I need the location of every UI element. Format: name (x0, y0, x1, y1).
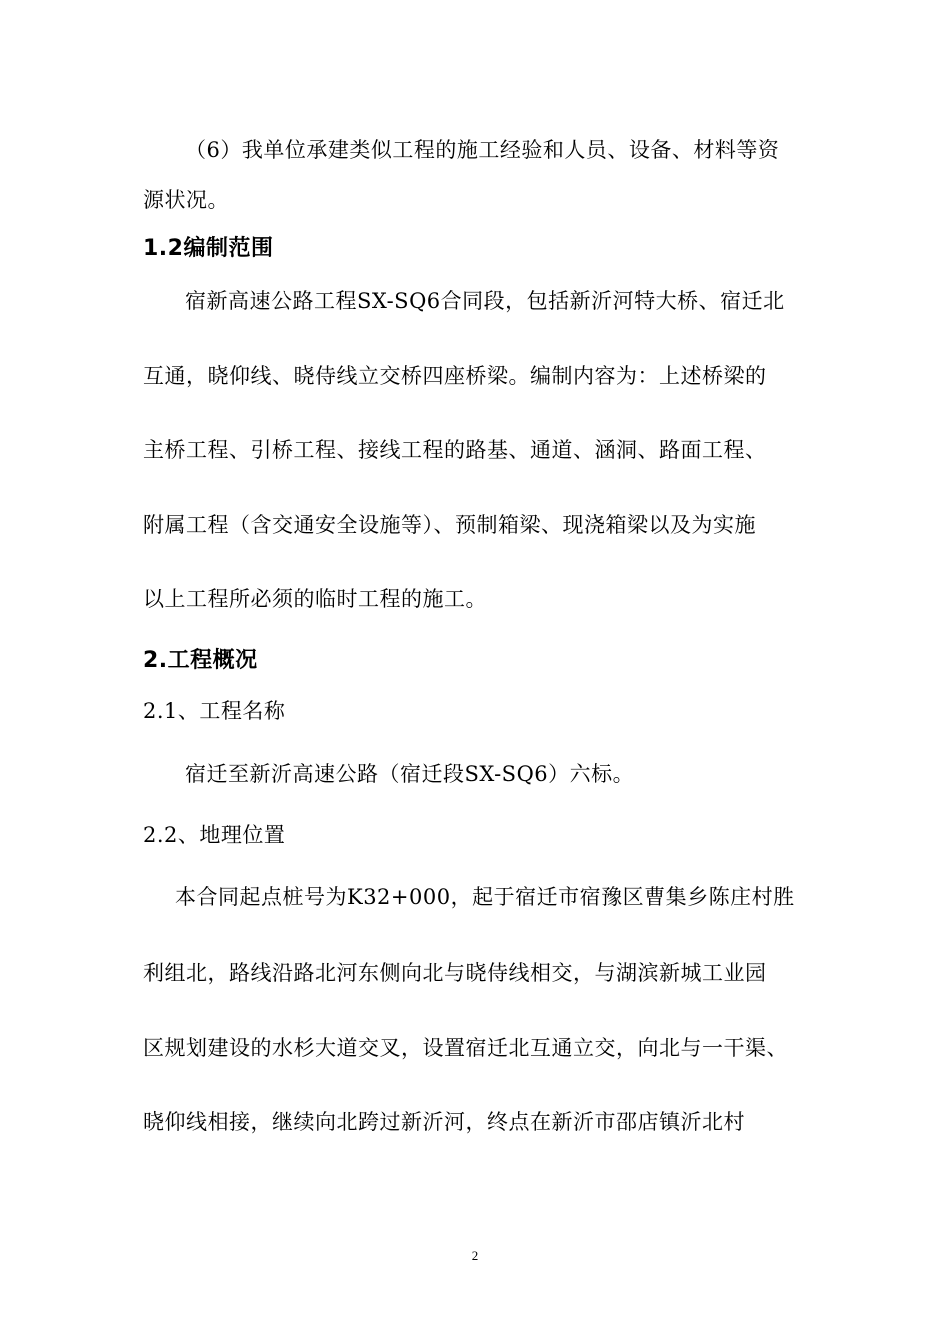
paragraph-line: 互通，晓仰线、晓侍线立交桥四座桥梁。编制内容为：上述桥梁的 (143, 364, 767, 388)
paragraph-line: 本合同起点桩号为K32+000，起于宿迁市宿豫区曹集乡陈庄村胜 (175, 885, 795, 909)
paragraph-line: 附属工程（含交通安全设施等）、预制箱梁、现浇箱梁以及为实施 (143, 513, 756, 537)
paragraph-line: 以上工程所必须的临时工程的施工。 (143, 587, 487, 611)
paragraph-line: （6）我单位承建类似工程的施工经验和人员、设备、材料等资 (185, 138, 780, 162)
paragraph-line: 晓仰线相接，继续向北跨过新沂河，终点在新沂市邵店镇沂北村 (143, 1110, 745, 1134)
paragraph-line: 源状况。 (143, 188, 229, 212)
section-heading-2: 2.工程概况 (143, 648, 258, 673)
page-number: 2 (471, 1248, 479, 1263)
section-heading-1-2: 1.2编制范围 (143, 236, 274, 261)
subsection-heading-2-1: 2.1、工程名称 (143, 699, 286, 723)
paragraph-line: 利组北，路线沿路北河东侧向北与晓侍线相交，与湖滨新城工业园 (143, 961, 767, 985)
subsection-heading-2-2: 2.2、地理位置 (143, 823, 286, 847)
paragraph-line: 宿迁至新沂高速公路（宿迁段SX-SQ6）六标。 (185, 762, 635, 786)
paragraph-line: 区规划建设的水杉大道交叉，设置宿迁北互通立交，向北与一干渠、 (143, 1036, 788, 1060)
paragraph-line: 主桥工程、引桥工程、接线工程的路基、通道、涵洞、路面工程、 (143, 438, 767, 462)
paragraph-line: 宿新高速公路工程SX-SQ6合同段，包括新沂河特大桥、宿迁北 (185, 289, 785, 313)
